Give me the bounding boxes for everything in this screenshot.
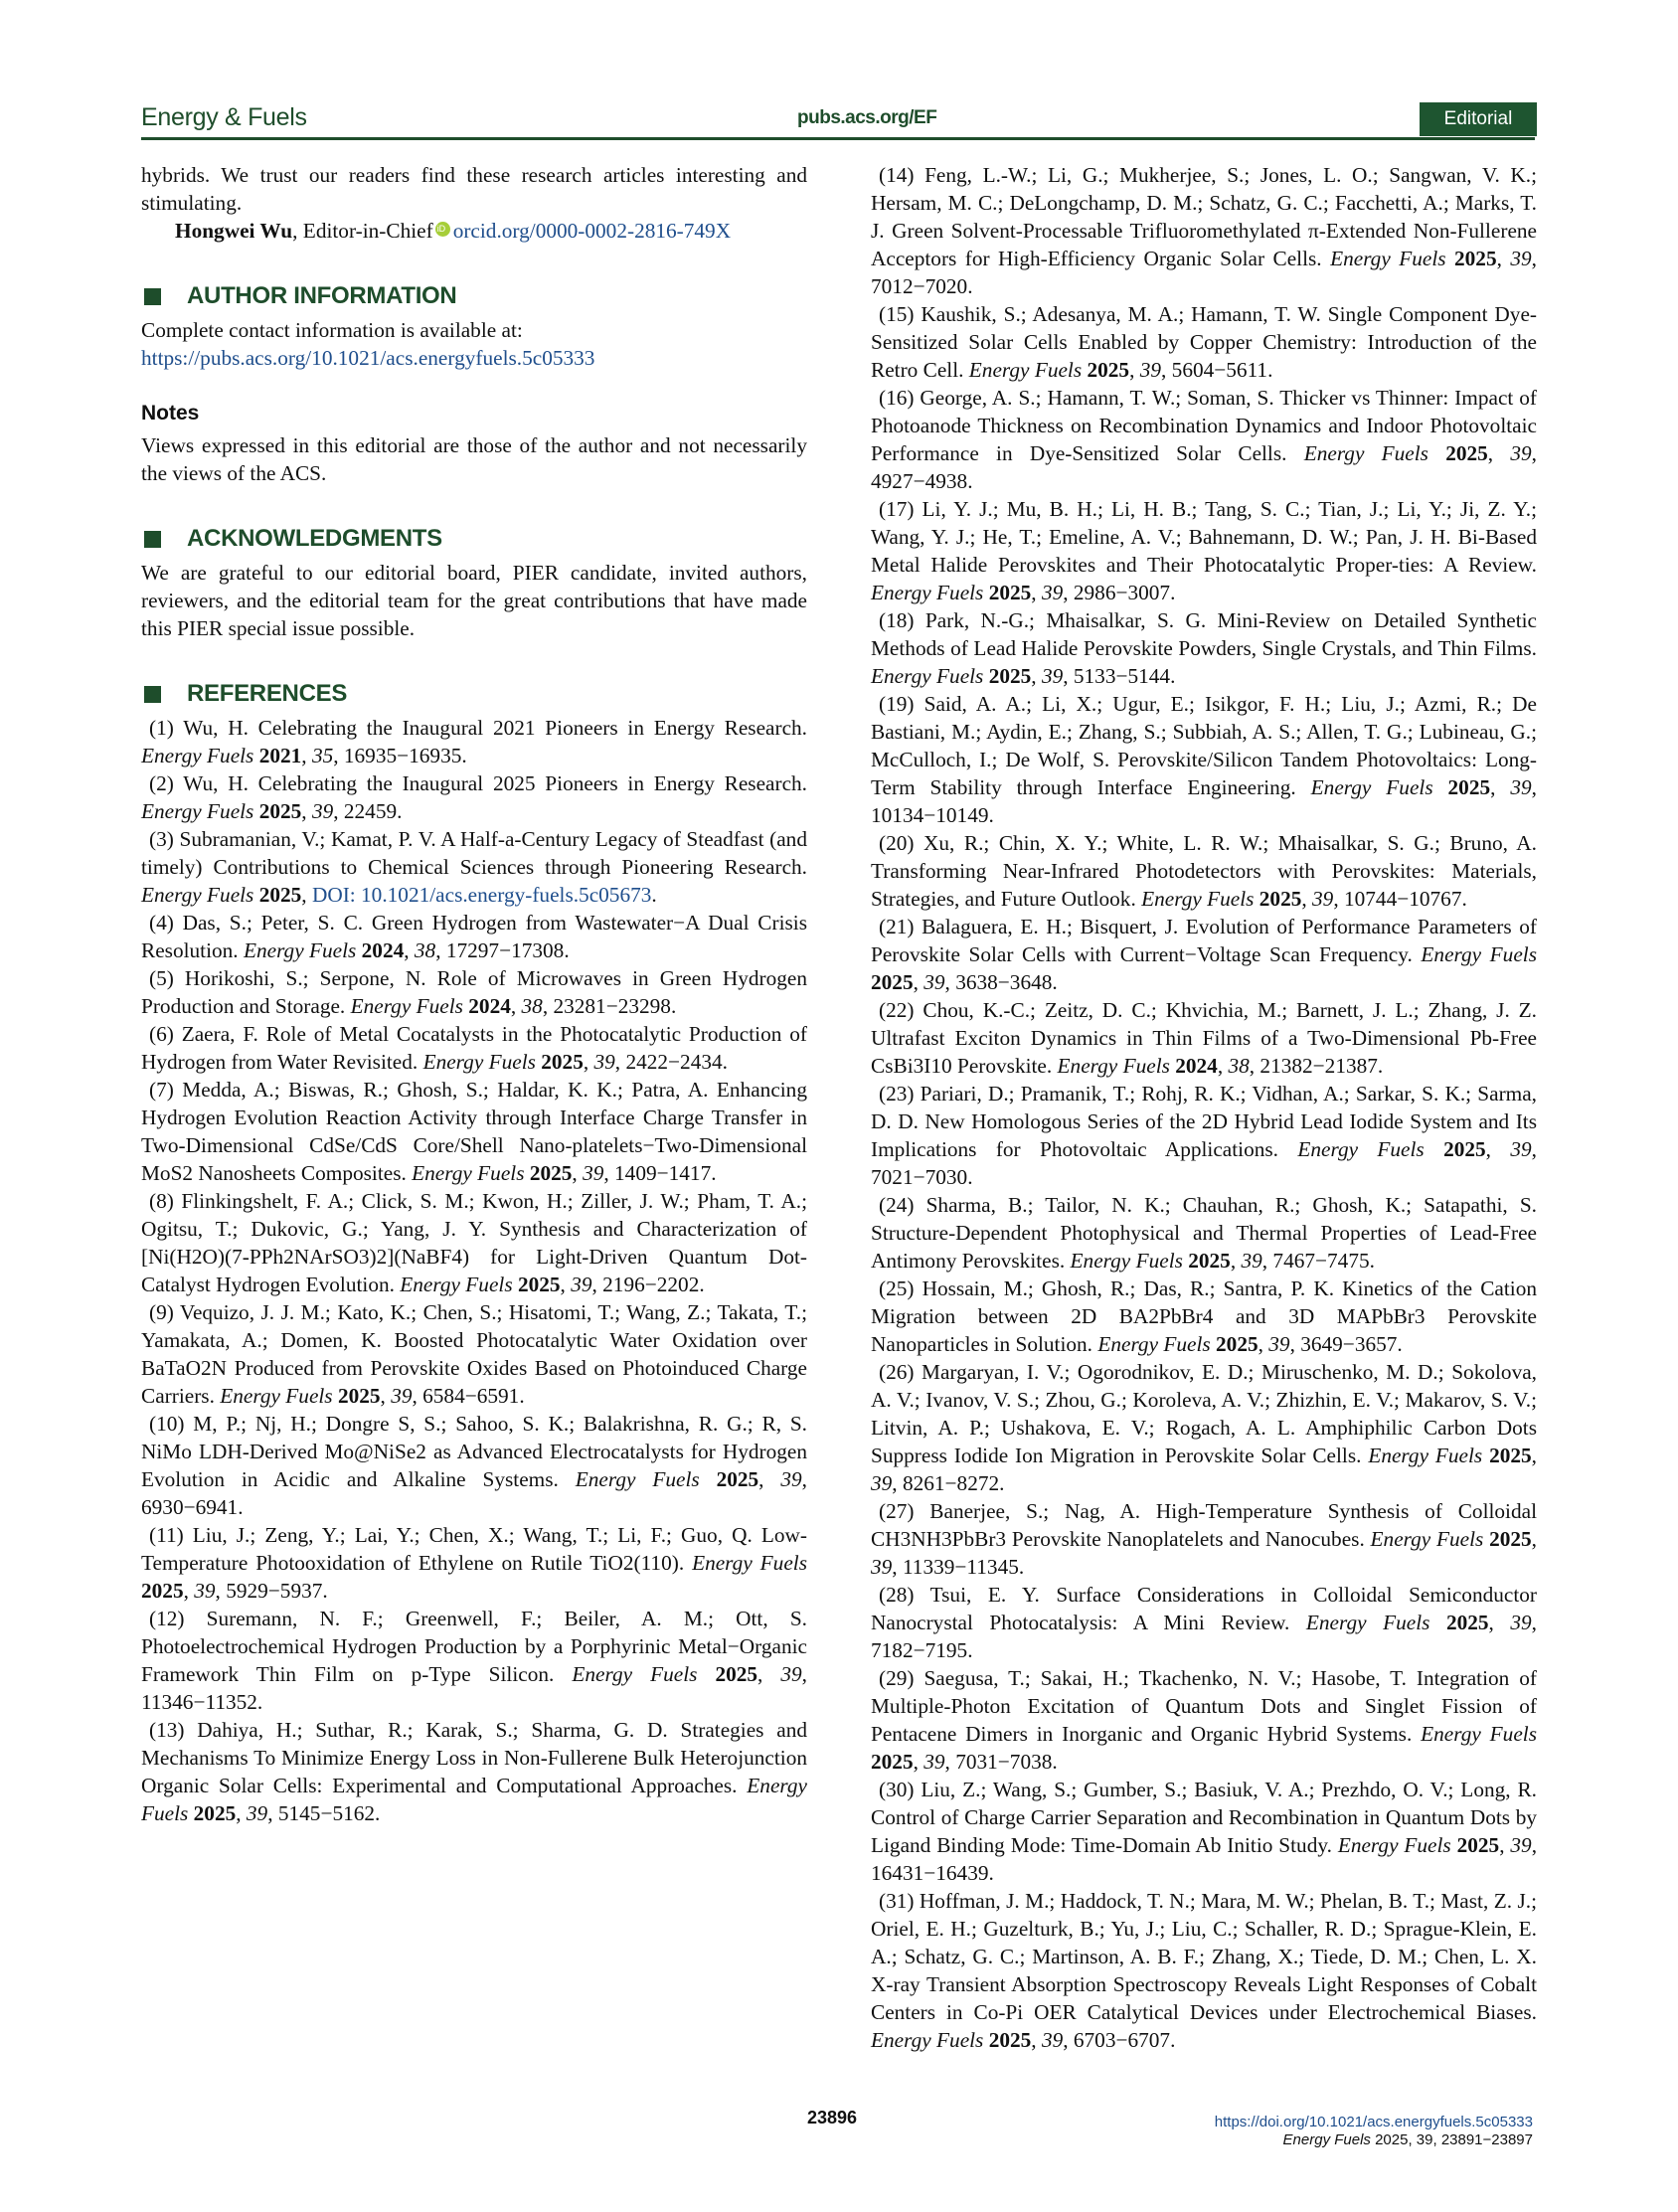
reference-year: 2025 — [541, 1050, 584, 1074]
reference-text: Suremann, N. F.; Greenwell, F.; Beiler, A. M.; Ott, S. Photoelectrochemical Hydrogen Production by a Porphyrinic Metal−Organic Framework Thin Film on p-Type Silicon. — [141, 1607, 807, 1686]
reference-text: Hossain, M.; Ghosh, R.; Das, R.; Santra, P. K. Kinetics of the Cation Migration between 2D BA2PbBr4 and 3D MAPbBr3 Perovskite Nanoparticles in Solution. — [871, 1276, 1537, 1356]
reference-volume: 39 — [1510, 775, 1532, 799]
reference-number: (10) — [149, 1412, 194, 1436]
reference-number: (18) — [879, 608, 925, 632]
page-header — [141, 103, 1535, 139]
reference-number: (9) — [149, 1300, 180, 1324]
reference-text: Xu, R.; Chin, X. Y.; White, L. R. W.; Mhaisalkar, S. G.; Bruno, A. Transforming Near-Infrared Photodetectors with Perovskites: Materials, Strategies, and Future Outlook. — [871, 831, 1537, 911]
reference-volume: 39 — [1268, 1332, 1290, 1356]
reference-text: Vequizo, J. J. M.; Kato, K.; Chen, S.; Hisatomi, T.; Wang, Z.; Takata, T.; Yamakata, A.; Domen, K. Boosted Photocatalytic Water Oxidation over BaTaO2N Produced from Perovskite Oxides Based on Photoinduced Charge Carriers. — [141, 1300, 807, 1408]
reference-text: Tsui, E. Y. Surface Considerations in Colloidal Semiconductor Nanocrystal Photocatalysis: A Mini Review. — [871, 1583, 1537, 1634]
reference-number: (6) — [149, 1022, 182, 1046]
reference-volume: 39 — [1510, 1137, 1532, 1161]
reference-number: (8) — [149, 1189, 182, 1213]
reference-number: (30) — [879, 1778, 922, 1801]
reference-text: Kaushik, S.; Adesanya, M. A.; Hamann, T. W. Single Component Dye-Sensitized Solar Cells Enabled by Copper Chemistry: Introduction of the Retro Cell. — [871, 302, 1537, 382]
reference-journal: Energy Fuels — [968, 358, 1083, 382]
reference-journal: Energy Fuels — [141, 744, 254, 767]
section-heading-acknowledgments: ACKNOWLEDGMENTS — [141, 519, 807, 559]
reference-journal: Energy Fuels — [1370, 1527, 1484, 1551]
reference-journal: Energy Fuels — [1368, 1444, 1483, 1467]
reference-item: (31) Hoffman, J. M.; Haddock, T. N.; Mara, M. W.; Phelan, B. T.; Mast, Z. J.; Oriel, E. H.; Guzelturk, B.; Yu, J.; Liu, C.; Schaller, R. D.; Sprague-Klein, E. A.; Schatz, G. C.; Martinson, A. B. F.; Zhang, X.; Tiede, D. M.; Chen, L. X. X-ray Transient Absorption Spectroscopy Reveals Light Responses of Cobalt Centers in Co-Pi OER Catalytical Devices under Electrochemical Biases. Energy Fuels 2025, 39, 6703−6707. — [871, 1889, 1537, 2052]
reference-item: (23) Pariari, D.; Pramanik, T.; Rohj, R. K.; Vidhan, A.; Sarkar, S. K.; Sarma, D. D. New Homologous Series of the 2D Hybrid Lead Iodide System and Its Implications for Photovoltaic Applications. Energy Fuels 2025, 39, 7021−7030. — [871, 1082, 1537, 1189]
reference-number: (4) — [149, 911, 183, 935]
reference-year: 2025 — [715, 1662, 758, 1686]
reference-volume: 39 — [1312, 887, 1334, 911]
reference-volume: 39 — [923, 1750, 945, 1774]
reference-volume: 39 — [593, 1050, 615, 1074]
reference-item: (24) Sharma, B.; Tailor, N. K.; Chauhan, R.; Ghosh, K.; Satapathi, S. Structure-Dependent Photophysical and Thermal Properties of Lead-Free Antimony Perovskites. Energy Fuels 2025, 39, 7467−7475. — [871, 1193, 1537, 1273]
reference-number: (5) — [149, 966, 185, 990]
reference-journal: Energy Fuels — [412, 1161, 525, 1185]
orcid-icon — [435, 222, 450, 237]
left-column — [141, 161, 807, 1827]
reference-item: (20) Xu, R.; Chin, X. Y.; White, L. R. W.; Mhaisalkar, S. G.; Bruno, A. Transforming Near-Infrared Photodetectors with Perovskites: Materials, Strategies, and Future Outlook. Energy Fuels 2025, 39, 10744−10767. — [871, 831, 1537, 911]
footer-citation-text: Energy Fuels 2025, 39, 23891−23897 — [1282, 2131, 1533, 2148]
reference-text: Medda, A.; Biswas, R.; Ghosh, S.; Haldar, K. K.; Patra, A. Enhancing Hydrogen Evolution Reaction Activity through Interface Charge Transfer in Two-Dimensional CdSe/CdS Core/Shell Nano-platelets−Two-Dimensional MoS2 Nanosheets Composites. — [141, 1078, 807, 1185]
reference-volume: 39 — [1510, 441, 1532, 465]
reference-journal: Energy Fuels — [1141, 887, 1255, 911]
reference-number: (13) — [149, 1718, 198, 1742]
reference-item: (11) Liu, J.; Zeng, Y.; Lai, Y.; Chen, X.; Wang, T.; Li, F.; Guo, Q. Low-Temperature Photooxidation of Ethylene on Rutile TiO2(110). Energy Fuels 2025, 39, 5929−5937. — [141, 1523, 808, 1603]
reference-number: (25) — [879, 1276, 923, 1300]
reference-text: Subramanian, V.; Kamat, P. V. A Half-a-Century Legacy of Steadfast (and timely) Contributions to Chemical Sciences through Pioneering Research. — [141, 827, 807, 879]
reference-number: (3) — [149, 827, 180, 851]
reference-text: Balaguera, E. H.; Bisquert, J. Evolution of Performance Parameters of Perovskite Solar Cells with Current−Voltage Scan Frequency. — [871, 915, 1537, 966]
reference-year: 2025 — [1445, 1611, 1489, 1634]
reference-journal: Energy Fuels — [141, 1774, 807, 1825]
reference-year: 2021 — [258, 744, 302, 767]
reference-item: (30) Liu, Z.; Wang, S.; Gumber, S.; Basiuk, V. A.; Prezhdo, O. V.; Long, R. Control of Charge Carrier Separation and Recombination in Quantum Dots by Ligand Binding Mode: Time-Domain Ab Initio Study. Energy Fuels 2025, 39, 16431−16439. — [871, 1778, 1538, 1885]
reference-volume: 39 — [780, 1467, 802, 1491]
article-type-badge: Editorial — [1420, 102, 1537, 136]
reference-number: (15) — [879, 302, 922, 326]
reference-number: (26) — [879, 1360, 923, 1384]
reference-volume: 35 — [311, 744, 334, 767]
reference-text: Das, S.; Peter, S. C. Green Hydrogen from Wastewater−A Dual Crisis Resolution. — [141, 911, 807, 962]
notes-text: Views expressed in this editorial are those of the author and not necessarily the views of the ACS. — [141, 433, 807, 485]
reference-text: Li, Y. J.; Mu, B. H.; Li, H. B.; Tang, S. C.; Tian, J.; Li, Y.; Ji, Z. Y.; Wang, Y. J.; He, T.; Emeline, A. V.; Bahnemann, D. W.; Pan, J. H. Bi-Based Metal Halide Perovskites and Their Photocatalytic Proper-ties: A Review. — [871, 497, 1537, 577]
reference-number: (11) — [149, 1523, 193, 1547]
reference-item: (17) Li, Y. J.; Mu, B. H.; Li, H. B.; Tang, S. C.; Tian, J.; Li, Y.; Ji, Z. Y.; Wang, Y. J.; He, T.; Emeline, A. V.; Bahnemann, D. W.; Pan, J. H. Bi-Based Metal Halide Perovskites and Their Photocatalytic Proper-ties: A Review. Energy Fuels 2025, 39, 2986−3007. — [871, 497, 1537, 604]
reference-text: George, A. S.; Hamann, T. W.; Soman, S. Thicker vs Thinner: Impact of Photoanode Thickness on Recombination Dynamics and Indoor Photovoltaic Performance in Dye-Sensitized Solar Cells. — [871, 386, 1537, 465]
reference-item: (8) Flinkingshelt, F. A.; Click, S. M.; Kwon, H.; Ziller, J. W.; Pham, T. A.; Ogitsu, T.; Dukovic, G.; Yang, J. Y. Synthesis and Characterization of [Ni(H2O)(7-PPh2NArSO3)2](NaBF4) for Light-Driven Quantum Dot-Catalyst Hydrogen Evolution. Energy Fuels 2025, 39, 2196−2202. — [141, 1189, 807, 1296]
reference-number: (28) — [879, 1583, 930, 1607]
section-square-icon — [144, 288, 161, 305]
reference-volume: 39 — [871, 1555, 893, 1579]
reference-year: 2025 — [988, 2028, 1032, 2052]
reference-item: (1) Wu, H. Celebrating the Inaugural 2021 Pioneers in Energy Research. Energy Fuels 2021, 35, 16935−16935. — [141, 716, 807, 767]
reference-volume: 38 — [521, 994, 543, 1018]
reference-year: 2024 — [468, 994, 511, 1018]
reference-text: Park, N.-G.; Mhaisalkar, S. G. Mini-Review on Detailed Synthetic Methods of Lead Halide Perovskite Powders, Single Crystals, and Thin Films. — [871, 608, 1538, 660]
reference-text: Liu, J.; Zeng, Y.; Lai, Y.; Chen, X.; Wang, T.; Li, F.; Guo, Q. Low-Temperature Photooxidation of Ethylene on Rutile TiO2(110). — [141, 1523, 808, 1575]
signature — [141, 217, 807, 245]
reference-item: (6) Zaera, F. Role of Metal Cocatalysts in the Photocatalytic Production of Hydrogen from Water Revisited. Energy Fuels 2025, 39, 2422−2434. — [141, 1022, 807, 1074]
reference-year: 2025 — [1447, 775, 1491, 799]
reference-volume: 39 — [571, 1273, 592, 1296]
reference-year: 2025 — [193, 1801, 237, 1825]
reference-year: 2025 — [871, 970, 914, 994]
reference-journal: Energy Fuels — [572, 1662, 698, 1686]
reference-number: (19) — [879, 692, 924, 716]
reference-year: 2025 — [988, 581, 1032, 604]
reference-item: (4) Das, S.; Peter, S. C. Green Hydrogen from Wastewater−A Dual Crisis Resolution. Energy Fuels 2024, 38, 17297−17308. — [141, 911, 807, 962]
reference-text: Zaera, F. Role of Metal Cocatalysts in the Photocatalytic Production of Hydrogen from Water Revisited. — [141, 1022, 807, 1074]
reference-year: 2025 — [871, 1750, 914, 1774]
reference-number: (20) — [879, 831, 923, 855]
reference-journal: Energy Fuels — [350, 994, 463, 1018]
reference-item: (25) Hossain, M.; Ghosh, R.; Das, R.; Santra, P. K. Kinetics of the Cation Migration between 2D BA2PbBr4 and 3D MAPbBr3 Perovskite Nanoparticles in Solution. Energy Fuels 2025, 39, 3649−3657. — [871, 1276, 1537, 1356]
author-info-link[interactable]: https://pubs.acs.org/10.1021/acs.energyfuels.5c05333 — [141, 346, 595, 370]
signature-name: Hongwei Wu — [175, 219, 293, 243]
reference-volume: 39 — [1510, 247, 1532, 270]
reference-volume: 39 — [391, 1384, 413, 1408]
reference-text: Sharma, B.; Tailor, N. K.; Chauhan, R.; Ghosh, K.; Satapathi, S. Structure-Dependent Photophysical and Thermal Properties of Lead-Free Antimony Perovskites. — [871, 1193, 1537, 1273]
reference-journal: Energy Fuels — [400, 1273, 513, 1296]
reference-volume: 39 — [871, 1471, 893, 1495]
signature-role: , Editor-in-Chief — [292, 219, 433, 243]
reference-item: (22) Chou, K.-C.; Zeitz, D. C.; Khvichia, M.; Barnett, J. L.; Zhang, J. Z. Ultrafast Exciton Dynamics in Thin Films of a Two-Dimensional Pb-Free CsBi3I10 Perovskite. Energy Fuels 2024, 38, 21382−21387. — [871, 998, 1537, 1078]
reference-journal: Energy Fuels — [1421, 1722, 1537, 1746]
reference-item: (2) Wu, H. Celebrating the Inaugural 2025 Pioneers in Energy Research. Energy Fuels 2025, 39, 22459. — [141, 771, 807, 823]
reference-item: (3) Subramanian, V.; Kamat, P. V. A Half-a-Century Legacy of Steadfast (and timely) Contributions to Chemical Sciences through Pioneering Research. Energy Fuels 2025, DOI: 10.1021/acs.energy-fuels.5c05673. — [141, 827, 807, 907]
reference-item: (28) Tsui, E. Y. Surface Considerations in Colloidal Semiconductor Nanocrystal Photocatalysis: A Mini Review. Energy Fuels 2025, 39, 7182−7195. — [871, 1583, 1537, 1662]
reference-number: (12) — [149, 1607, 207, 1630]
reference-journal: Energy Fuels — [1305, 1611, 1430, 1634]
reference-journal: Energy Fuels — [141, 883, 254, 907]
reference-volume: 39 — [246, 1801, 268, 1825]
reference-journal: Energy Fuels — [1330, 247, 1446, 270]
reference-volume: 39 — [1041, 2028, 1064, 2052]
reference-item: (26) Margaryan, I. V.; Ogorodnikov, E. D.; Miruschenko, M. D.; Sokolova, A. V.; Ivanov, V. S.; Zhou, G.; Koroleva, A. V.; Zhizhin, E. V.; Makarov, S. V.; Litvin, A. P.; Ushakova, E. V.; Rogach, A. L. Amphiphilic Carbon Dots Suppress Iodide Ion Migration in Perovskite Solar Cells. Energy Fuels 2025, 39, 8261−8272. — [871, 1360, 1537, 1495]
reference-volume: 39 — [923, 970, 945, 994]
reference-journal: Energy Fuels — [141, 799, 254, 823]
reference-text: Flinkingshelt, F. A.; Click, S. M.; Kwon, H.; Ziller, J. W.; Pham, T. A.; Ogitsu, T.; Dukovic, G.; Yang, J. Y. Synthesis and Characterization of [Ni(H2O)(7-PPh2NArSO3)2](NaBF4) for Light-Driven Quantum Dot-Catalyst Hydrogen Evolution. — [141, 1189, 807, 1296]
reference-number: (23) — [879, 1082, 921, 1106]
reference-year: 2025 — [1456, 1833, 1500, 1857]
reference-item: (14) Feng, L.-W.; Li, G.; Mukherjee, S.; Jones, L. O.; Sangwan, V. K.; Hersam, M. C.; DeLongchamp, D. M.; Schatz, G. C.; Facchetti, A.; Marks, T. J. Green Solvent-Processable Trifluoromethylated π-Extended Non-Fullerene Acceptors for High-Efficiency Organic Solar Cells. Energy Fuels 2025, 39, 7012−7020. — [871, 163, 1537, 298]
reference-journal: Energy Fuels — [243, 938, 357, 962]
reference-volume: 39 — [583, 1161, 604, 1185]
reference-year: 2024 — [1175, 1054, 1218, 1078]
reference-journal: Energy Fuels — [1097, 1332, 1211, 1356]
section-square-icon — [144, 531, 161, 548]
reference-item: (18) Park, N.-G.; Mhaisalkar, S. G. Mini-Review on Detailed Synthetic Methods of Lead Halide Perovskite Powders, Single Crystals, and Thin Films. Energy Fuels 2025, 39, 5133−5144. — [871, 608, 1538, 688]
reference-journal: Energy Fuels — [871, 664, 984, 688]
reference-text: Horikoshi, S.; Serpone, N. Role of Microwaves in Green Hydrogen Production and Storage. — [141, 966, 807, 1018]
reference-year: 2025 — [517, 1273, 561, 1296]
reference-year: 2025 — [529, 1161, 573, 1185]
reference-volume: 38 — [1228, 1054, 1250, 1078]
acknowledgments-text: We are grateful to our editorial board, PIER candidate, invited authors, reviewers, and the editorial team for the great contributions that have made this PIER special issue possible. — [141, 561, 807, 640]
reference-number: (17) — [879, 497, 923, 521]
reference-year: 2025 — [1445, 441, 1488, 465]
reference-year: 2025 — [258, 799, 302, 823]
reference-volume: 39 — [194, 1579, 216, 1603]
reference-year: 2025 — [716, 1467, 759, 1491]
reference-journal: Energy Fuels — [1070, 1249, 1183, 1273]
reference-volume: 39 — [780, 1662, 802, 1686]
reference-item: (19) Said, A. A.; Li, X.; Ugur, E.; Isikgor, F. H.; Liu, J.; Azmi, R.; De Bastiani, M.; Aydin, E.; Zhang, S.; Subbiah, A. S.; Allen, T. G.; Lubineau, G.; McCulloch, I.; De Wolf, S. Perovskite/Silicon Tandem Photovoltaics: Long-Term Stability through Interface Engineering. Energy Fuels 2025, 39, 10134−10149. — [871, 692, 1537, 827]
reference-text: Wu, H. Celebrating the Inaugural 2025 Pioneers in Energy Research. — [183, 771, 807, 795]
section-heading-references: REFERENCES — [141, 674, 807, 714]
journal-name: Energy & Fuels — [141, 103, 307, 131]
section-square-icon — [144, 686, 161, 703]
reference-item: (13) Dahiya, H.; Suthar, R.; Karak, S.; Sharma, G. D. Strategies and Mechanisms To Minimize Energy Loss in Non-Fullerene Bulk Heterojunction Organic Solar Cells: Experimental and Computational Approaches. Energy Fuels 2025, 39, 5145−5162. — [141, 1718, 807, 1825]
reference-item: (29) Saegusa, T.; Sakai, H.; Tkachenko, N. V.; Hasobe, T. Integration of Multiple-Photon Excitation of Quantum Dots and Singlet Fission of Pentacene Dimers in Inorganic and Organic Hybrid Systems. Energy Fuels 2025, 39, 7031−7038. — [871, 1666, 1537, 1774]
reference-number: (29) — [879, 1666, 924, 1690]
reference-number: (24) — [879, 1193, 926, 1217]
reference-text: Pariari, D.; Pramanik, T.; Rohj, R. K.; Vidhan, A.; Sarkar, S. K.; Sarma, D. D. New Homologous Series of the 2D Hybrid Lead Iodide System and Its Implications for Photovoltaic Applications. — [871, 1082, 1537, 1161]
reference-number: (1) — [149, 716, 184, 740]
reference-text: Liu, Z.; Wang, S.; Gumber, S.; Basiuk, V. A.; Prezhdo, O. V.; Long, R. Control of Charge Carrier Separation and Recombination in Quantum Dots by Ligand Binding Mode: Time-Domain Ab Initio Study. — [871, 1778, 1537, 1857]
reference-list-left — [141, 714, 807, 1827]
reference-journal: Energy Fuels — [1057, 1054, 1170, 1078]
reference-item: (9) Vequizo, J. J. M.; Kato, K.; Chen, S.; Hisatomi, T.; Wang, Z.; Takata, T.; Yamakata, A.; Domen, K. Boosted Photocatalytic Water Oxidation over BaTaO2N Produced from Perovskite Oxides Based on Photoinduced Charge Carriers. Energy Fuels 2025, 39, 6584−6591. — [141, 1300, 807, 1408]
reference-item: (27) Banerjee, S.; Nag, A. High-Temperature Synthesis of Colloidal CH3NH3PbBr3 Perovskite Nanoplatelets and Nanocubes. Energy Fuels 2025, 39, 11339−11345. — [871, 1499, 1537, 1579]
reference-year: 2025 — [1489, 1444, 1532, 1467]
reference-journal: Energy Fuels — [1297, 1137, 1425, 1161]
reference-item: (10) M, P.; Nj, H.; Dongre S, S.; Sahoo, S. K.; Balakrishna, R. G.; R, S. NiMo LDH-Derived Mo@NiSe2 as Advanced Electrocatalysts for Hydrogen Evolution in Acidic and Alkaline Systems. Energy Fuels 2025, 39, 6930−6941. — [141, 1412, 807, 1519]
reference-volume: 39 — [311, 799, 334, 823]
reference-journal: Energy Fuels — [220, 1384, 333, 1408]
reference-text: Hoffman, J. M.; Haddock, T. N.; Mara, M. W.; Phelan, B. T.; Mast, Z. J.; Oriel, E. H.; Guzelturk, B.; Yu, J.; Liu, C.; Schaller, R. D.; Sprague-Klein, E. A.; Schatz, G. C.; Martinson, A. B. F.; Zhang, X.; Tiede, D. M.; Chen, L. X. X-ray Transient Absorption Spectroscopy Reveals Light Responses of Cobalt Centers in Co-Pi OER Catalytical Devices under Electrochemical Biases. — [871, 1889, 1537, 2024]
reference-volume: 39 — [1041, 581, 1064, 604]
reference-text: Banerjee, S.; Nag, A. High-Temperature Synthesis of Colloidal CH3NH3PbBr3 Perovskite Nanoplatelets and Nanocubes. — [871, 1499, 1537, 1551]
reference-text: Wu, H. Celebrating the Inaugural 2021 Pioneers in Energy Research. — [183, 716, 807, 740]
reference-volume: 39 — [1041, 664, 1064, 688]
reference-journal: Energy Fuels — [1303, 441, 1428, 465]
reference-journal: Energy Fuels — [422, 1050, 536, 1074]
orcid-link[interactable]: orcid.org/0000-0002-2816-749X — [452, 219, 732, 243]
reference-year: 2025 — [1188, 1249, 1231, 1273]
reference-item: (12) Suremann, N. F.; Greenwell, F.; Beiler, A. M.; Ott, S. Photoelectrochemical Hydrogen Production by a Porphyrinic Metal−Organic Framework Thin Film on p-Type Silicon. Energy Fuels 2025, 39, 11346−11352. — [141, 1607, 807, 1714]
reference-text: M, P.; Nj, H.; Dongre S, S.; Sahoo, S. K.; Balakrishna, R. G.; R, S. NiMo LDH-Derived Mo@NiSe2 as Advanced Electrocatalysts for Hydrogen Evolution in Acidic and Alkaline Systems. — [141, 1412, 807, 1491]
reference-year: 2025 — [1087, 358, 1130, 382]
reference-year: 2025 — [1454, 247, 1497, 270]
reference-year: 2025 — [258, 883, 302, 907]
reference-item: (5) Horikoshi, S.; Serpone, N. Role of Microwaves in Green Hydrogen Production and Storage. Energy Fuels 2024, 38, 23281−23298. — [141, 966, 807, 1018]
footer-doi-link[interactable]: https://doi.org/10.1021/acs.energyfuels.5c05333 — [1214, 2114, 1533, 2130]
reference-year: 2025 — [1258, 887, 1302, 911]
reference-number: (7) — [149, 1078, 183, 1102]
reference-number: (16) — [879, 386, 921, 410]
reference-text: Saegusa, T.; Sakai, H.; Tkachenko, N. V.; Hasobe, T. Integration of Multiple-Photon Excitation of Quantum Dots and Singlet Fission of Pentacene Dimers in Inorganic and Organic Hybrid Systems. — [871, 1666, 1537, 1746]
reference-item: (16) George, A. S.; Hamann, T. W.; Soman, S. Thicker vs Thinner: Impact of Photoanode Thickness on Recombination Dynamics and Indoor Photovoltaic Performance in Dye-Sensitized Solar Cells. Energy Fuels 2025, 39, 4927−4938. — [871, 386, 1537, 493]
reference-journal: Energy Fuels — [1310, 775, 1433, 799]
reference-year: 2025 — [1216, 1332, 1258, 1356]
reference-journal: Energy Fuels — [1421, 942, 1537, 966]
reference-number: (14) — [879, 163, 925, 187]
reference-journal: Energy Fuels — [871, 581, 984, 604]
reference-number: (27) — [879, 1499, 930, 1523]
reference-number: (31) — [879, 1889, 920, 1913]
reference-volume: 39 — [1139, 358, 1162, 382]
reference-journal: Energy Fuels — [575, 1467, 700, 1491]
reference-text: Margaryan, I. V.; Ogorodnikov, E. D.; Miruschenko, M. D.; Sokolova, A. V.; Ivanov, V. S.; Zhou, G.; Koroleva, A. V.; Zhizhin, E. V.; Makarov, S. V.; Litvin, A. P.; Ushakova, E. V.; Rogach, A. L. Amphiphilic Carbon Dots Suppress Iodide Ion Migration in Perovskite Solar Cells. — [871, 1360, 1537, 1467]
reference-volume: 38 — [414, 938, 436, 962]
reference-volume: 39 — [1510, 1833, 1532, 1857]
page-number: 23896 — [807, 2108, 858, 2127]
reference-number: (22) — [879, 998, 923, 1022]
reference-item: (7) Medda, A.; Biswas, R.; Ghosh, S.; Haldar, K. K.; Patra, A. Enhancing Hydrogen Evolution Reaction Activity through Interface Charge Transfer in Two-Dimensional CdSe/CdS Core/Shell Nano-platelets−Two-Dimensional MoS2 Nanosheets Composites. Energy Fuels 2025, 39, 1409−1417. — [141, 1078, 807, 1185]
footer-citation — [1215, 2114, 1533, 2149]
reference-year: 2025 — [1443, 1137, 1486, 1161]
reference-doi-link[interactable]: DOI: 10.1021/acs.energy-fuels.5c05673 — [311, 883, 652, 907]
reference-number: (2) — [149, 771, 184, 795]
reference-year: 2025 — [337, 1384, 381, 1408]
reference-journal: Energy Fuels — [692, 1551, 807, 1575]
reference-text: Said, A. A.; Li, X.; Ugur, E.; Isikgor, F. H.; Liu, J.; Azmi, R.; De Bastiani, M.; Aydin, E.; Zhang, S.; Subbiah, A. S.; Allen, T. G.; Lubineau, G.; McCulloch, I.; De Wolf, S. Perovskite/Silicon Tandem Photovoltaics: Long-Term Stability through Interface Engineering. — [871, 692, 1537, 799]
author-info-text: Complete contact information is available at: — [141, 318, 523, 342]
section-heading-author-information: AUTHOR INFORMATION — [141, 276, 807, 316]
reference-list-right — [871, 161, 1537, 2054]
reference-text: Dahiya, H.; Suthar, R.; Karak, S.; Sharma, G. D. Strategies and Mechanisms To Minimize Energy Loss in Non-Fullerene Bulk Heterojunction Organic Solar Cells: Experimental and Computational Approaches. — [141, 1718, 807, 1797]
header-rule — [141, 137, 1535, 140]
closing-paragraph: hybrids. We trust our readers find these research articles interesting and stimulating. — [141, 163, 807, 215]
reference-item: (15) Kaushik, S.; Adesanya, M. A.; Hamann, T. W. Single Component Dye-Sensitized Solar Cells Enabled by Copper Chemistry: Introduction of the Retro Cell. Energy Fuels 2025, 39, 5604−5611. — [871, 302, 1537, 382]
reference-text: Feng, L.-W.; Li, G.; Mukherjee, S.; Jones, L. O.; Sangwan, V. K.; Hersam, M. C.; DeLongchamp, D. M.; Schatz, G. C.; Facchetti, A.; Marks, T. J. Green Solvent-Processable Trifluoromethylated π-Extended Non-Fullerene Acceptors for High-Efficiency Organic Solar Cells. — [871, 163, 1537, 270]
reference-year: 2025 — [1489, 1527, 1532, 1551]
journal-site-link[interactable]: pubs.acs.org/EF — [797, 107, 937, 128]
notes-heading: Notes — [141, 402, 200, 425]
reference-year: 2024 — [361, 938, 405, 962]
reference-year: 2025 — [141, 1579, 184, 1603]
reference-item: (21) Balaguera, E. H.; Bisquert, J. Evolution of Performance Parameters of Perovskite Solar Cells with Current−Voltage Scan Frequency. Energy Fuels 2025, 39, 3638−3648. — [871, 915, 1537, 994]
reference-number: (21) — [879, 915, 923, 938]
reference-journal: Energy Fuels — [871, 2028, 984, 2052]
right-column — [871, 161, 1537, 2054]
reference-year: 2025 — [988, 664, 1032, 688]
reference-journal: Energy Fuels — [1337, 1833, 1451, 1857]
reference-text: Chou, K.-C.; Zeitz, D. C.; Khvichia, M.; Barnett, J. L.; Zhang, J. Z. Ultrafast Exciton Dynamics in Thin Films of a Two-Dimensional Pb-Free CsBi3I10 Perovskite. — [871, 998, 1537, 1078]
reference-volume: 39 — [1241, 1249, 1262, 1273]
reference-volume: 39 — [1510, 1611, 1532, 1634]
